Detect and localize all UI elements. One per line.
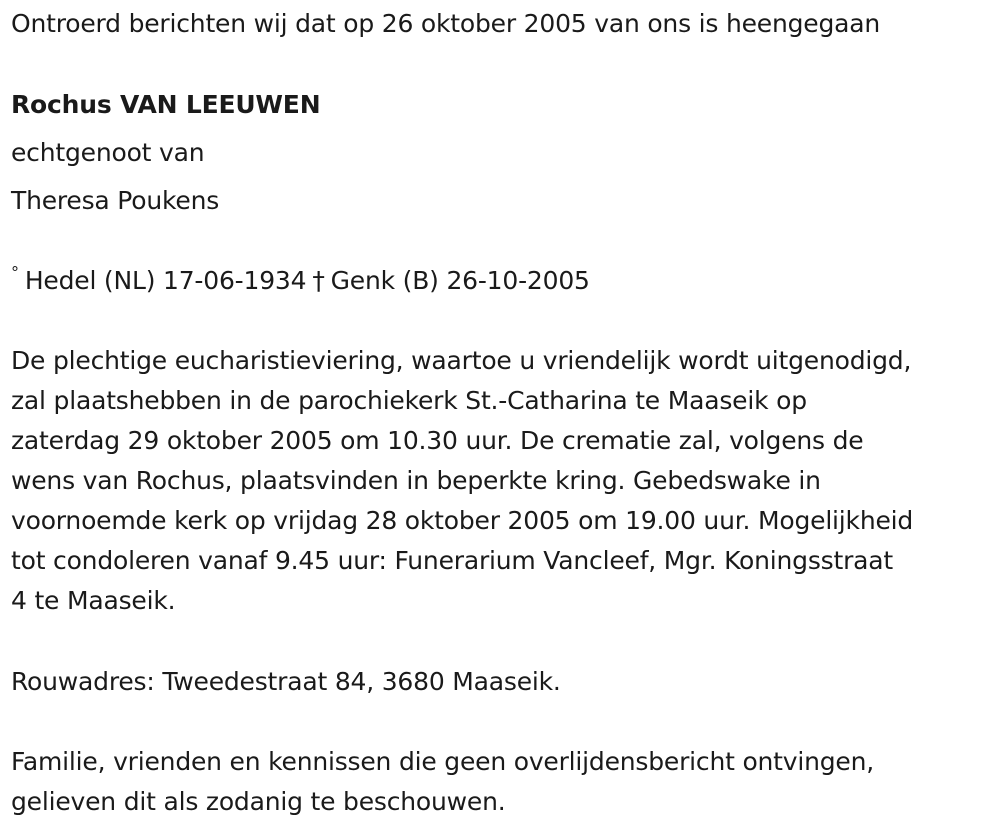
birth-symbol: ° [11,263,19,282]
cross-icon: † [312,266,325,295]
service-line: voornoemde kerk op vrijdag 28 oktober 2005 om 19.00 uur. Mogelijkheid [11,506,914,535]
intro-text: Ontroerd berichten wij dat op 26 oktober 2005 van ons is heengegaan [11,9,881,38]
service-line: wens van Rochus, plaatsvinden in beperkte kring. Gebedswake in [11,466,821,495]
service-line: De plechtige eucharistieviering, waartoe u vriendelijk wordt uitgenodigd, [11,346,912,375]
closing-line: gelieven dit als zodanig te beschouwen. [11,787,506,816]
service-paragraph [11,341,996,621]
death-info: Genk (B) 26-10-2005 [330,266,590,295]
birth-info: Hedel (NL) 17-06-1934 [24,266,307,295]
spouse-name: Theresa Poukens [11,186,220,215]
relation-text: echtgenoot van [11,138,205,167]
service-line: zal plaatshebben in de parochiekerk St.-Catharina te Maaseik op [11,386,807,415]
life-dates [11,263,590,296]
deceased-name: Rochus VAN LEEUWEN [11,90,321,119]
service-line: tot condoleren vanaf 9.45 uur: Funerarium Vancleef, Mgr. Koningsstraat [11,546,894,575]
service-line: 4 te Maaseik. [11,586,176,615]
closing-paragraph [11,742,996,822]
closing-line: Familie, vrienden en kennissen die geen overlijdensbericht ontvingen, [11,747,875,776]
service-line: zaterdag 29 oktober 2005 om 10.30 uur. De crematie zal, volgens de [11,426,864,455]
mourning-address: Rouwadres: Tweedestraat 84, 3680 Maaseik. [11,667,561,696]
